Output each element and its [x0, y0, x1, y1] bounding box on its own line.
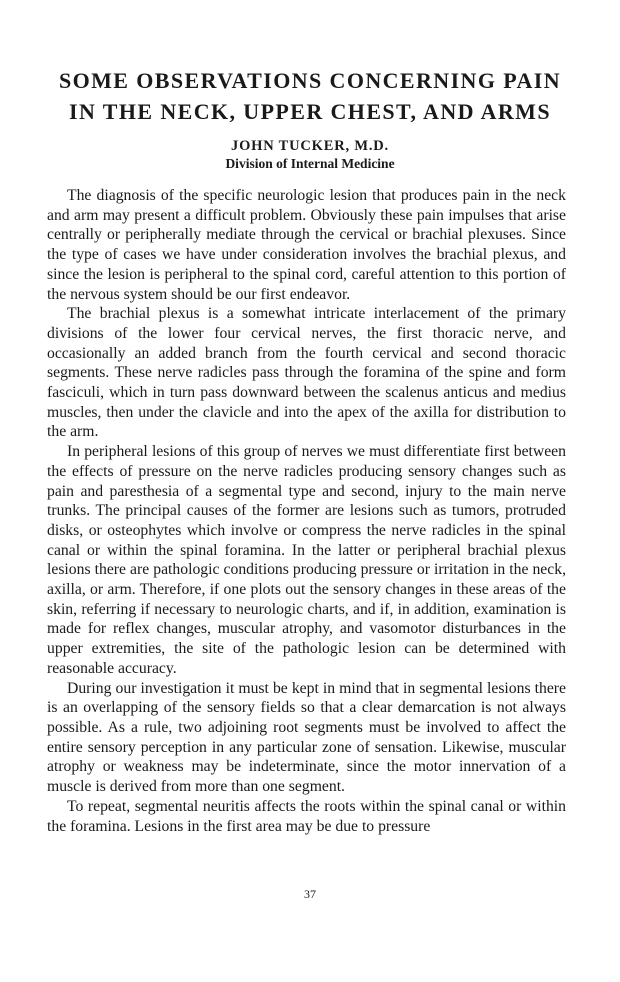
article-body — [47, 186, 566, 836]
page-number: 37 — [304, 887, 316, 901]
author-name: JOHN TUCKER, M.D. — [231, 138, 389, 154]
body-paragraph: The diagnosis of the specific neurologic lesion that produces pain in the neck and arm may present a difficult problem. Obviously these pain impulses that arise centrally or peripherally mediate through the cervical or brachial plexuses. Since the type of cases we have under consideration involves the brachial plexus, and since the lesion is peripheral to the spinal cord, careful attention to this portion of the nervous system should be our first endeavor. — [47, 187, 566, 303]
article-title-line-2: IN THE NECK, UPPER CHEST, AND ARMS — [69, 99, 551, 124]
body-paragraph: To repeat, segmental neuritis affects the roots within the spinal canal or within the foramina. Lesions in the first area may be due to pressure — [47, 797, 566, 835]
article-title-line-1: SOME OBSERVATIONS CONCERNING PAIN — [58, 68, 561, 93]
body-paragraph: The brachial plexus is a somewhat intricate interlacement of the primary divisions of the lower four cervical nerves, the first thoracic nerve, and occasionally an added branch from the fourth cervical and second thoracic segments. These nerve radicles pass through the foramina of the spine and form fasciculi, which in turn pass downward between the scalenus anticus and medius muscles, then under the clavicle and into the apex of the axilla for distribution to the arm. — [47, 305, 566, 441]
author-affiliation: Division of Internal Medicine — [225, 156, 395, 171]
body-paragraph: During our investigation it must be kept in mind that in segmental lesions there is an overlapping of the sensory fields so that a clear demarcation is not always possible. As a rule, two adjoining root segments must be involved to affect the entire sensory perception in any particular zone of sensation. Likewise, muscular atrophy or weakness may be indeterminate, since the motor innervation of a muscle is derived from more than one segment. — [47, 679, 566, 796]
body-paragraph: In peripheral lesions of this group of nerves we must differentiate first between the effects of pressure on the nerve radicles producing sensory changes such as pain and paresthesia of a segmental type and second, injury to the main nerve trunks. The principal causes of the former are lesions such as tumors, protruded disks, or osteophytes which involve or compress the nerve radicles in the spinal canal or within the spinal foramina. In the latter or peripheral brachial plexus lesions there are pathologic conditions producing pressure or irritation in the neck, axilla, or arm. Therefore, if one plots out the sensory changes in these areas of the skin, referring if necessary to neurologic charts, and if, in addition, examination is made for reflex changes, muscular atrophy, and vasomotor disturbances in the upper extremities, the site of the pathologic lesion can be determined with reasonable accuracy. — [47, 443, 566, 677]
